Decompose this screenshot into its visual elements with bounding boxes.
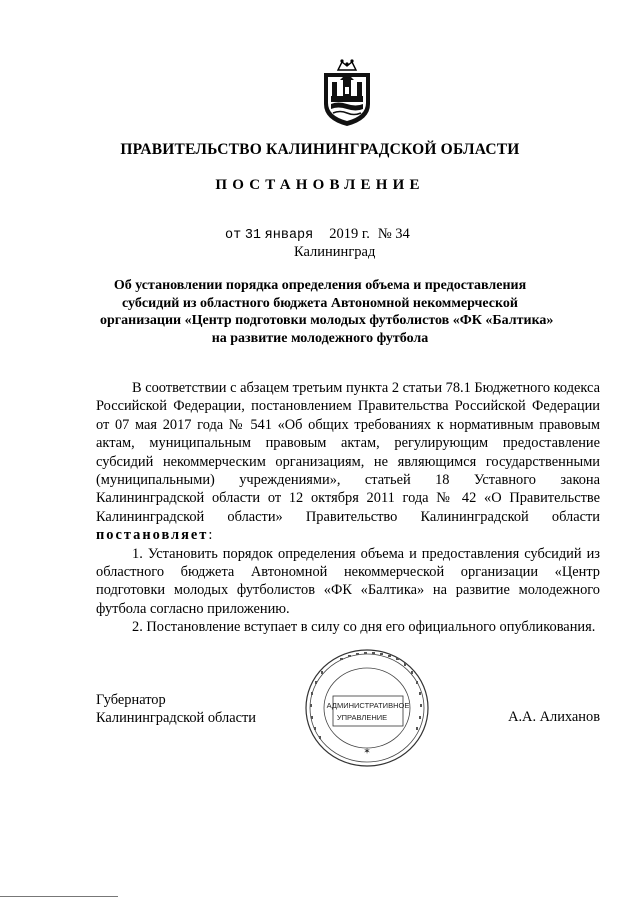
- government-title: ПРАВИТЕЛЬСТВО КАЛИНИНГРАДСКОЙ ОБЛАСТИ: [120, 141, 520, 158]
- document-type: ПОСТАНОВЛЕНИЕ: [215, 177, 425, 193]
- date-year: 2019 г.: [329, 226, 370, 242]
- signer-position-line: Калининградской области: [96, 710, 256, 727]
- coat-of-arms-emblem: [318, 56, 376, 128]
- resolves-word: постановляет: [96, 527, 209, 544]
- date-day: 31: [244, 228, 262, 243]
- signer-position: [96, 691, 256, 728]
- preamble-text: В соответствии с абзацем третьим пункта 2 статьи 78.1 Бюджетного кодекса Российской Федерации, постановлением Правительства Российской Федерации от 07 мая 2017 года № 541 «Об общих требованиях к нормативным правовым актам, муниципальным правовым актам, регулирующим предоставление субсидий некоммерческим организациям, не являющимся государственными (муниципальными) учреждениями», статьей 18 Уставного закона Калининградской области от 12 октября 2011 года № 42 «О Правительстве Калининградской области» Правительство Калининградской области: [96, 380, 601, 525]
- official-stamp: [302, 646, 432, 770]
- subject-line: организации «Центр подготовки молодых футболистов «ФК «Балтика»: [100, 313, 554, 328]
- city: Калининград: [294, 244, 376, 260]
- subject-line: на развитие молодежного футбола: [211, 330, 429, 346]
- date-month: января: [264, 228, 314, 243]
- document-number: № 34: [377, 226, 410, 242]
- clause-1: 1. Установить порядок определения объема и предоставления субсидий из областного бюджета Автономной некоммерческой организации «Центр подготовки молодых футболистов «ФК «Балтика» на развитие молодежного футбола согласно приложению.: [96, 545, 600, 617]
- stamp-inner-line: УПРАВЛЕНИЕ: [336, 713, 388, 722]
- date-prefix: от: [225, 228, 242, 243]
- document-subject: [100, 277, 554, 347]
- stamp-inner-line: АДМИНИСТРАТИВНОЕ: [326, 701, 410, 710]
- preamble-paragraph: В соответствии с абзацем третьим пункта 2 статьи 78.1 Бюджетного кодекса Российской Федерации, постановлением Правительства Российской Федерации от 07 мая 2017 года № 541 «Об общих требованиях к нормативным правовым актам, муниципальным правовым актам, регулирующим предоставление субсидий некоммерческим организациям, не являющимся государственными (муниципальными) учреждениями», статьей 18 Уставного закона Калининградской области от 12 октября 2011 года № 42 «О Правительстве Калининградской области» Правительство Калининградской области постановляет:: [96, 380, 601, 544]
- signer-name: А.А. Алиханов: [508, 709, 600, 725]
- clause-2: 2. Постановление вступает в силу со дня его официального опубликования.: [132, 619, 596, 636]
- star-icon: ✶: [363, 746, 371, 756]
- subject-line: Об установлении порядка определения объема и предоставления: [113, 278, 527, 293]
- subject-line: субсидий из областного бюджета Автономной некоммерческой: [122, 295, 518, 311]
- footer-rule: [0, 896, 118, 897]
- document-body: [96, 379, 600, 637]
- date-line: [225, 226, 410, 243]
- signer-position-line: Губернатор: [96, 692, 166, 708]
